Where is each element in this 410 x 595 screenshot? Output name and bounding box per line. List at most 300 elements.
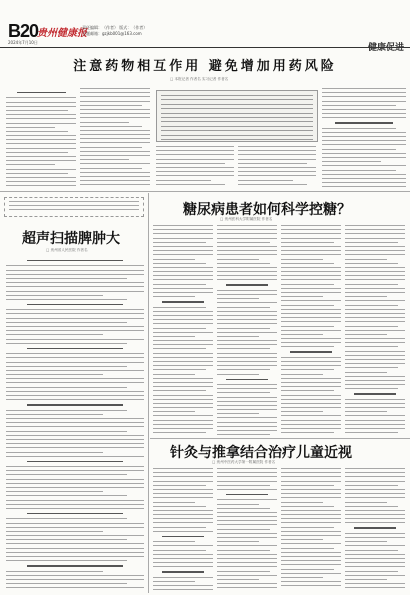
text-line — [153, 263, 206, 264]
text-line — [6, 531, 103, 532]
text-line — [281, 569, 334, 570]
text-line — [281, 309, 341, 310]
text-line — [345, 468, 405, 469]
text-line — [345, 376, 405, 377]
diabetes-bottom-rule — [150, 438, 410, 439]
text-line — [345, 497, 405, 498]
text-line — [6, 435, 144, 436]
text-line — [161, 135, 313, 136]
text-line — [345, 380, 405, 381]
text-line — [156, 180, 211, 181]
text-line — [345, 254, 405, 255]
text-line — [80, 96, 150, 97]
text-line — [6, 495, 127, 496]
text-line — [345, 338, 405, 339]
text-line — [153, 296, 195, 297]
text-line — [153, 550, 206, 551]
text-line — [345, 242, 398, 243]
text-line — [217, 520, 277, 521]
text-line — [238, 184, 307, 185]
text-line — [153, 279, 213, 280]
text-line — [6, 156, 76, 157]
text-line — [322, 140, 406, 141]
text-line — [345, 288, 405, 289]
text-line — [153, 566, 213, 567]
text-line — [6, 508, 144, 509]
text-line — [345, 355, 405, 356]
text-line — [153, 545, 213, 546]
text-line — [6, 518, 127, 519]
text-line — [80, 105, 142, 106]
ultrasound-body — [6, 256, 144, 590]
text-line — [281, 233, 341, 234]
text-line — [6, 418, 144, 419]
text-line — [6, 326, 144, 327]
text-line — [217, 430, 277, 431]
text-line — [238, 167, 316, 168]
text-line — [217, 434, 270, 435]
text-line — [153, 229, 213, 230]
text-line — [281, 225, 341, 226]
text-line — [6, 118, 76, 119]
text-line — [217, 275, 277, 276]
edition-email: 主题邮箱：gzjkb001@163.com — [82, 31, 142, 36]
text-line — [281, 317, 341, 318]
text-line — [6, 382, 144, 383]
text-line — [80, 184, 150, 185]
text-line — [153, 420, 213, 421]
text-line — [238, 180, 293, 181]
text-line — [217, 298, 259, 299]
text-line — [6, 164, 55, 165]
text-line — [217, 529, 270, 530]
text-line — [217, 279, 277, 280]
diabetes-column-1 — [153, 225, 213, 435]
text-line — [156, 150, 234, 151]
text-line — [80, 168, 142, 169]
text-line — [322, 128, 396, 129]
text-line — [345, 403, 405, 404]
text-line — [9, 205, 139, 206]
text-line — [217, 242, 270, 243]
ultrasound-headline: 超声扫描脾肿大 — [22, 231, 120, 247]
text-line — [6, 414, 103, 415]
text-line — [6, 362, 144, 363]
text-line — [153, 340, 213, 341]
text-line — [238, 159, 316, 160]
text-line — [80, 117, 150, 118]
text-line — [345, 229, 405, 230]
text-line — [153, 238, 213, 239]
text-line — [217, 271, 277, 272]
text-line — [80, 151, 150, 152]
text-line — [217, 554, 277, 555]
text-line — [153, 497, 213, 498]
text-line — [217, 583, 277, 584]
text-line — [217, 562, 277, 563]
text-line — [281, 573, 341, 574]
text-line — [80, 130, 150, 131]
text-line — [238, 171, 316, 172]
text-line — [153, 361, 213, 362]
text-line — [322, 186, 406, 187]
newspaper-logo: 贵州健康报 — [37, 28, 87, 39]
text-line — [153, 493, 213, 494]
acupuncture-column-2 — [217, 468, 277, 592]
text-line — [153, 369, 206, 370]
text-line — [217, 417, 277, 418]
diabetes-column-3 — [281, 225, 341, 435]
text-line — [281, 481, 341, 482]
text-line — [6, 173, 68, 174]
text-line — [281, 518, 341, 519]
text-line — [345, 317, 405, 318]
ultrasound-intro-box — [4, 197, 144, 217]
issue-date: 2024年7月10日 — [8, 40, 38, 45]
text-line — [153, 476, 213, 477]
text-line — [281, 510, 341, 511]
text-line — [345, 583, 405, 584]
subheading-bar — [226, 379, 268, 380]
text-line — [80, 163, 150, 164]
text-line — [153, 374, 195, 375]
text-line — [6, 579, 144, 580]
acupuncture-headline: 针灸与推拿结合治疗儿童近视 — [170, 445, 352, 461]
text-line — [345, 284, 398, 285]
text-line — [153, 432, 206, 433]
subheading-bar — [354, 527, 396, 528]
text-line — [80, 159, 129, 160]
text-line — [345, 424, 405, 425]
text-line — [281, 489, 341, 490]
text-line — [6, 291, 144, 292]
text-line — [281, 346, 334, 347]
subheading-bar — [27, 513, 124, 514]
text-line — [345, 514, 405, 515]
text-line — [6, 548, 144, 549]
subheading-bar — [162, 571, 204, 572]
text-line — [217, 499, 277, 500]
text-line — [80, 88, 150, 89]
text-line — [161, 139, 313, 140]
text-line — [153, 581, 195, 582]
text-line — [217, 537, 277, 538]
acupuncture-column-1 — [153, 468, 213, 592]
subheading-bar — [17, 92, 66, 93]
text-line — [217, 508, 270, 509]
text-line — [217, 361, 277, 362]
lead-column-3 — [156, 146, 234, 188]
text-line — [153, 332, 213, 333]
text-line — [6, 483, 144, 484]
text-line — [345, 367, 398, 368]
text-line — [6, 374, 103, 375]
text-line — [217, 374, 259, 375]
text-line — [153, 415, 213, 416]
text-line — [281, 229, 341, 230]
text-line — [345, 250, 405, 251]
text-line — [281, 522, 341, 523]
text-line — [153, 395, 213, 396]
text-line — [281, 342, 341, 343]
text-line — [281, 259, 323, 260]
text-line — [161, 126, 313, 127]
text-line — [6, 169, 76, 170]
text-line — [6, 560, 127, 561]
text-line — [6, 295, 103, 296]
text-line — [281, 581, 341, 582]
text-line — [6, 543, 144, 544]
text-line — [217, 468, 277, 469]
text-line — [217, 328, 270, 329]
text-line — [153, 386, 213, 387]
text-line — [6, 177, 76, 178]
text-line — [217, 369, 270, 370]
text-line — [345, 259, 387, 260]
text-line — [217, 476, 277, 477]
text-line — [80, 92, 150, 93]
text-line — [6, 366, 127, 367]
text-line — [217, 545, 277, 546]
text-line — [6, 487, 144, 488]
text-line — [345, 489, 405, 490]
text-line — [6, 391, 144, 392]
text-line — [345, 263, 398, 264]
text-line — [217, 524, 277, 525]
text-line — [281, 527, 334, 528]
text-line — [153, 489, 213, 490]
text-line — [345, 533, 405, 534]
text-line — [153, 267, 213, 268]
text-line — [281, 288, 341, 289]
text-line — [153, 481, 213, 482]
text-line — [6, 265, 144, 266]
text-line — [281, 292, 341, 293]
text-line — [281, 432, 334, 433]
text-line — [161, 104, 313, 105]
text-line — [6, 431, 127, 432]
text-line — [345, 485, 398, 486]
text-line — [80, 101, 150, 102]
text-line — [217, 579, 259, 580]
text-line — [6, 556, 144, 557]
text-line — [281, 374, 323, 375]
text-line — [281, 560, 341, 561]
subheading-bar — [335, 122, 394, 123]
text-line — [345, 432, 398, 433]
text-line — [322, 113, 406, 114]
text-line — [281, 577, 323, 578]
text-line — [322, 101, 406, 102]
text-line — [153, 284, 206, 285]
text-line — [153, 259, 195, 260]
text-line — [6, 135, 76, 136]
text-line — [217, 357, 277, 358]
text-line — [281, 543, 341, 544]
text-line — [156, 159, 234, 160]
text-line — [6, 334, 103, 335]
subheading-bar — [226, 494, 268, 495]
text-line — [281, 296, 323, 297]
text-line — [153, 233, 213, 234]
text-line — [156, 146, 234, 147]
text-line — [281, 275, 341, 276]
acupuncture-byline: □ 贵州中医药大学第一附属医院 作者名 — [212, 460, 276, 464]
text-line — [345, 363, 405, 364]
text-line — [281, 415, 341, 416]
text-line — [345, 579, 387, 580]
text-line — [153, 319, 213, 320]
text-line — [345, 305, 398, 306]
subheading-bar — [162, 536, 204, 537]
text-line — [281, 502, 323, 503]
text-line — [161, 117, 313, 118]
text-line — [281, 420, 341, 421]
text-line — [345, 550, 398, 551]
text-line — [6, 378, 144, 379]
column-divider — [148, 193, 149, 593]
text-line — [6, 552, 144, 553]
text-line — [281, 238, 341, 239]
text-line — [217, 250, 277, 251]
text-line — [6, 426, 144, 427]
text-line — [217, 311, 277, 312]
text-line — [6, 439, 144, 440]
text-line — [345, 481, 405, 482]
text-line — [345, 300, 405, 301]
text-line — [322, 165, 406, 166]
text-line — [345, 334, 387, 335]
text-line — [217, 571, 270, 572]
text-line — [156, 171, 234, 172]
text-line — [80, 142, 150, 143]
subheading-bar — [27, 461, 124, 462]
text-line — [153, 472, 213, 473]
lead-column-4 — [238, 146, 316, 188]
text-line — [345, 493, 405, 494]
text-line — [153, 242, 206, 243]
text-line — [217, 332, 277, 333]
text-line — [217, 246, 277, 247]
text-line — [153, 250, 213, 251]
text-line — [345, 407, 405, 408]
text-line — [80, 172, 150, 173]
text-line — [281, 361, 341, 362]
text-line — [345, 351, 405, 352]
text-line — [281, 386, 341, 387]
text-line — [156, 167, 234, 168]
text-line — [281, 585, 341, 586]
text-line — [281, 263, 334, 264]
text-line — [9, 209, 139, 210]
lead-bottom-rule — [0, 191, 410, 192]
text-line — [6, 357, 144, 358]
text-line — [345, 384, 405, 385]
text-line — [6, 491, 103, 492]
text-line — [6, 466, 144, 467]
text-line — [217, 566, 277, 567]
text-line — [6, 535, 144, 536]
text-line — [322, 132, 406, 133]
text-line — [281, 284, 334, 285]
text-line — [217, 422, 277, 423]
text-line — [322, 105, 396, 106]
text-line — [153, 344, 213, 345]
subheading-bar — [226, 284, 268, 285]
text-line — [345, 510, 405, 511]
text-line — [281, 279, 341, 280]
diabetes-column-2 — [217, 225, 277, 435]
text-line — [217, 238, 277, 239]
text-line — [345, 246, 405, 247]
text-line — [6, 318, 144, 319]
text-line — [345, 472, 405, 473]
text-line — [217, 512, 277, 513]
text-line — [217, 302, 277, 303]
text-line — [80, 180, 150, 181]
text-line — [6, 274, 144, 275]
text-line — [345, 428, 405, 429]
text-line — [345, 279, 405, 280]
text-line — [153, 506, 206, 507]
text-line — [345, 267, 405, 268]
text-line — [153, 502, 195, 503]
text-line — [153, 531, 213, 532]
text-line — [238, 146, 316, 147]
text-line — [6, 270, 144, 271]
text-line — [345, 571, 398, 572]
acupuncture-column-3 — [281, 468, 341, 592]
text-line — [217, 504, 259, 505]
text-line — [6, 160, 76, 161]
text-line — [153, 562, 213, 563]
text-line — [6, 575, 144, 576]
text-line — [153, 292, 213, 293]
text-line — [6, 102, 76, 103]
text-line — [217, 259, 259, 260]
text-line — [161, 121, 313, 122]
subheading-bar — [162, 301, 204, 302]
text-line — [345, 309, 405, 310]
text-line — [345, 233, 405, 234]
text-line — [6, 148, 76, 149]
text-line — [6, 106, 76, 107]
text-line — [80, 109, 150, 110]
text-line — [281, 399, 341, 400]
text-line — [281, 305, 334, 306]
text-line — [153, 399, 213, 400]
text-line — [80, 126, 142, 127]
text-line — [281, 254, 341, 255]
text-line — [217, 307, 270, 308]
text-line — [345, 562, 405, 563]
text-line — [217, 229, 277, 230]
text-line — [345, 545, 405, 546]
text-line — [6, 387, 127, 388]
text-line — [345, 415, 405, 416]
text-line — [322, 88, 406, 89]
text-line — [281, 390, 334, 391]
text-line — [345, 313, 405, 314]
text-line — [6, 523, 144, 524]
text-line — [6, 583, 127, 584]
text-line — [6, 370, 144, 371]
text-line — [217, 533, 277, 534]
text-line — [6, 282, 144, 283]
subheading-bar — [27, 404, 124, 405]
text-line — [156, 175, 234, 176]
text-line — [281, 300, 341, 301]
